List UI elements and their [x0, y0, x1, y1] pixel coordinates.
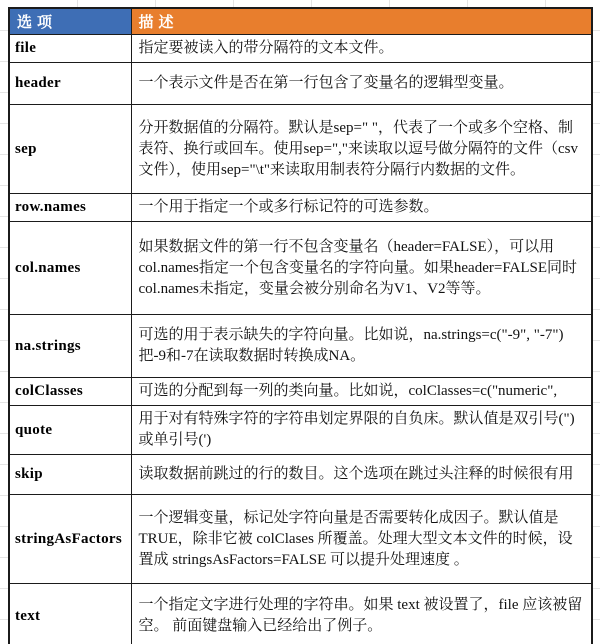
description-cell: 如果数据文件的第一行不包含变量名（header=FALSE），可以用col.names指定一个包含变量名的字符向量。如果header=FALSE同时col.names未指定，变量会被分别命名为V1、V2等等。	[131, 222, 592, 315]
read-table-options-table	[8, 7, 593, 644]
option-cell: col.names	[9, 222, 131, 315]
description-cell: 可选的用于表示缺失的字符向量。比如说，na.strings=c("-9", "-7")把-9和-7在读取数据时转换成NA。	[131, 315, 592, 378]
option-cell: row.names	[9, 194, 131, 222]
table-row	[9, 315, 592, 378]
description-cell: 用于对有特殊字符的字符串划定界限的自负床。默认值是双引号(")或单引号(')	[131, 406, 592, 455]
option-cell: header	[9, 63, 131, 105]
header-row	[9, 8, 592, 35]
description-cell: 分开数据值的分隔符。默认是sep=" "，代表了一个或多个空格、制表符、换行或回车。使用sep=","来读取以逗号做分隔符的文件（csv文件），使用sep="\t"来读取用制表符分隔行内数据的文件。	[131, 105, 592, 194]
option-cell: stringAsFactors	[9, 495, 131, 584]
option-cell: colClasses	[9, 378, 131, 406]
table-row	[9, 35, 592, 63]
table-row	[9, 495, 592, 584]
description-cell: 一个表示文件是否在第一行包含了变量名的逻辑型变量。	[131, 63, 592, 105]
description-column-header: 描述	[131, 8, 592, 35]
option-cell: file	[9, 35, 131, 63]
description-cell: 可选的分配到每一列的类向量。比如说，colClasses=c("numeric",	[131, 378, 592, 406]
table-row	[9, 222, 592, 315]
description-cell: 指定要被读入的带分隔符的文本文件。	[131, 35, 592, 63]
description-cell: 读取数据前跳过的行的数目。这个选项在跳过头注释的时候很有用	[131, 455, 592, 495]
option-column-header: 选项	[9, 8, 131, 35]
option-cell: text	[9, 584, 131, 644]
table-row	[9, 378, 592, 406]
table-row	[9, 194, 592, 222]
description-cell: 一个逻辑变量，标记处字符向量是否需要转化成因子。默认值是TRUE，除非它被 colClases 所覆盖。处理大型文本文件的时候，设置成 stringsAsFactors=FALSE 可以提升处理速度 。	[131, 495, 592, 584]
description-cell: 一个用于指定一个或多行标记符的可选参数。	[131, 194, 592, 222]
table-row	[9, 105, 592, 194]
table-row	[9, 406, 592, 455]
option-cell: sep	[9, 105, 131, 194]
option-cell: na.strings	[9, 315, 131, 378]
table-row	[9, 584, 592, 644]
option-cell: quote	[9, 406, 131, 455]
table-row	[9, 63, 592, 105]
table-row	[9, 455, 592, 495]
option-cell: skip	[9, 455, 131, 495]
description-cell: 一个指定文字进行处理的字符串。如果 text 被设置了，file 应该被留空。 前面键盘输入已经给出了例子。	[131, 584, 592, 644]
